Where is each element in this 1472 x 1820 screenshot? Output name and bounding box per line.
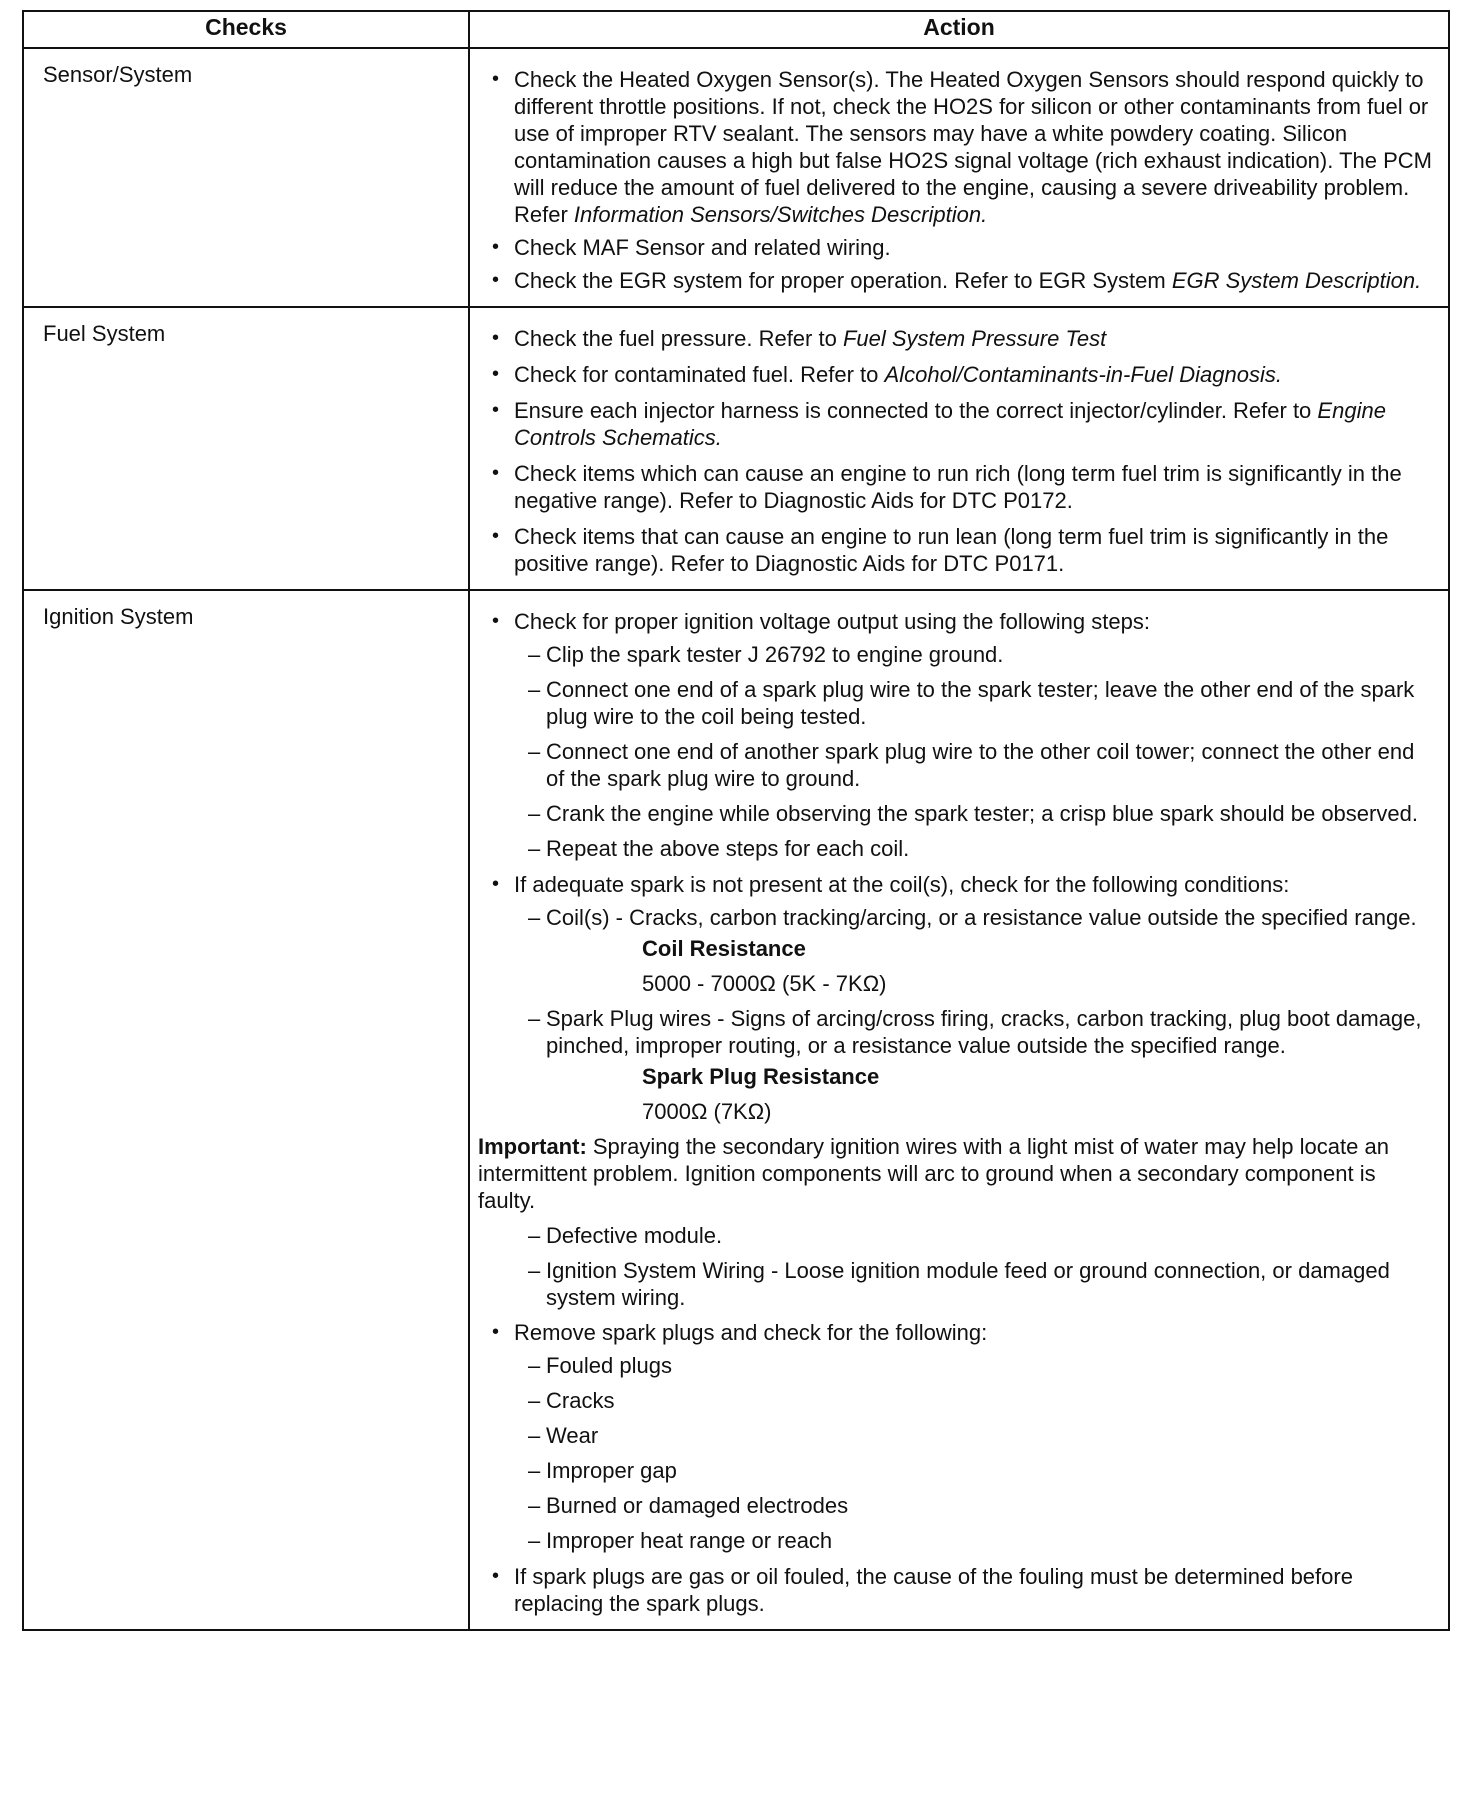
fuel-bullet-injector (478, 397, 1436, 451)
fuel-contaminated-ref: Alcohol/Contaminants-in-Fuel Diagnosis. (884, 362, 1282, 387)
header-action: Action (469, 11, 1449, 48)
fuel-bullet-pressure (478, 325, 1436, 352)
fuel-bullet-lean (478, 523, 1436, 577)
action-cell-fuel-system (469, 307, 1449, 590)
sensor-maf-text: Check MAF Sensor and related wiring. (514, 235, 891, 260)
plug-resistance-title: Spark Plug Resistance (642, 1064, 880, 1089)
header-checks: Checks (23, 11, 469, 48)
fuel-rich-text: Check items which can cause an engine to run rich (long term fuel trim is significantly in the negative range). Refer to Diagnostic Aids for DTC P0172. (514, 461, 1402, 513)
list-item: – Connect one end of another spark plug wire to the other coil tower; connect the other end of the spark plug wire to ground. (514, 738, 1436, 792)
list-item: – Fouled plugs (514, 1352, 1436, 1379)
list-item: – Crank the engine while observing the spark tester; a crisp blue spark should be observed. (514, 800, 1436, 827)
checks-action-table (22, 10, 1450, 1631)
ignition-voltage-text: Check for proper ignition voltage output using the following steps: (514, 609, 1150, 634)
coil-resistance-value: 5000 - 7000Ω (5K - 7KΩ) (642, 971, 887, 996)
plug-wires-condition-text: Spark Plug wires - Signs of arcing/cross firing, cracks, carbon tracking, plug boot damage, pinched, improper routing, or a resistance value outside the specified range. (546, 1006, 1422, 1058)
list-item: – Ignition System Wiring - Loose ignition module feed or ground connection, or damaged system wiring. (514, 1257, 1436, 1311)
table-header-row (23, 11, 1449, 48)
ignition-voltage-steps (514, 641, 1436, 862)
plug-resistance-spec (546, 1063, 1436, 1125)
table-row-fuel-system (23, 307, 1449, 590)
ignition-bullet-remove-plugs (478, 1319, 1436, 1554)
sensor-ho2s-ref: Information Sensors/Switches Description. (573, 202, 988, 227)
list-item: – Repeat the above steps for each coil. (514, 835, 1436, 862)
coil-resistance-title: Coil Resistance (642, 936, 806, 961)
sensor-ho2s-text: Check the Heated Oxygen Sensor(s). The Heated Oxygen Sensors should respond quickly to different throttle positions. If not, check the HO2S for silicon or other contaminants from fuel or use of improper RTV sealant. The sensors may have a white powdery coating. Silicon contamination causes a high but false HO2S signal voltage (rich exhaust indication). The PCM will reduce the amount of fuel delivered to the engine, causing a severe driveability problem. Refer (514, 67, 1432, 227)
sensor-bullet-ho2s (478, 66, 1436, 228)
list-item: – Defective module. (514, 1222, 1436, 1249)
list-item (514, 904, 1436, 997)
action-cell-ignition-system (469, 590, 1449, 1630)
fuel-action-list (478, 325, 1436, 577)
ignition-bullet-voltage (478, 608, 1436, 862)
fouled-plugs-text: If spark plugs are gas or oil fouled, the cause of the fouling must be determined before replacing the spark plugs. (514, 1564, 1353, 1616)
check-label-fuel-system: Fuel System (23, 307, 469, 590)
ignition-action-list (478, 608, 1436, 1125)
table-row-sensor-system (23, 48, 1449, 307)
list-item: – Improper gap (514, 1457, 1436, 1484)
sensor-bullet-egr (478, 267, 1436, 294)
ignition-spark-conditions-text: If adequate spark is not present at the coil(s), check for the following conditions: (514, 872, 1290, 897)
important-text: Spraying the secondary ignition wires with a light mist of water may help locate an intermittent problem. Ignition components will arc to ground when a secondary component is faulty. (478, 1134, 1389, 1213)
list-item (514, 1005, 1436, 1125)
list-item: – Connect one end of a spark plug wire to the spark tester; leave the other end of the spark plug wire to the coil being tested. (514, 676, 1436, 730)
remove-plugs-text: Remove spark plugs and check for the following: (514, 1320, 988, 1345)
list-item: – Burned or damaged electrodes (514, 1492, 1436, 1519)
fuel-pressure-ref: Fuel System Pressure Test (842, 326, 1107, 351)
action-cell-sensor-system (469, 48, 1449, 307)
plug-resistance-value: 7000Ω (7KΩ) (642, 1099, 772, 1124)
after-note-list (514, 1222, 1436, 1311)
fuel-injector-text: Ensure each injector harness is connected to the correct injector/cylinder. Refer to (514, 398, 1318, 423)
sensor-egr-text: Check the EGR system for proper operation. Refer to EGR System (514, 268, 1172, 293)
list-item: – Clip the spark tester J 26792 to engine ground. (514, 641, 1436, 668)
fuel-bullet-contaminated (478, 361, 1436, 388)
fuel-lean-text: Check items that can cause an engine to run lean (long term fuel trim is significantly in the positive range). Refer to Diagnostic Aids for DTC P0171. (514, 524, 1389, 576)
table-row-ignition-system (23, 590, 1449, 1630)
important-label: Important: (478, 1134, 587, 1159)
fuel-bullet-rich (478, 460, 1436, 514)
coil-condition-text: Coil(s) - Cracks, carbon tracking/arcing, or a resistance value outside the specified range. (546, 905, 1417, 930)
plug-check-list (514, 1352, 1436, 1554)
ignition-bullet-fouled-plugs (478, 1563, 1436, 1617)
ignition-bullet-spark-conditions (478, 871, 1436, 1125)
list-item: – Cracks (514, 1387, 1436, 1414)
check-label-sensor-system: Sensor/System (23, 48, 469, 307)
sensor-bullet-maf (478, 234, 1436, 261)
fuel-contaminated-text: Check for contaminated fuel. Refer to (514, 362, 885, 387)
list-item: – Wear (514, 1422, 1436, 1449)
important-note (478, 1133, 1436, 1214)
sensor-egr-ref: EGR System Description. (1171, 268, 1422, 293)
after-note-block (478, 1222, 1436, 1311)
ignition-conditions-list (514, 904, 1436, 1125)
check-label-ignition-system: Ignition System (23, 590, 469, 1630)
list-item: – Improper heat range or reach (514, 1527, 1436, 1554)
fuel-pressure-text: Check the fuel pressure. Refer to (514, 326, 843, 351)
ignition-action-list-continued (478, 1319, 1436, 1617)
fuel-injector-ref: Engine Controls Schematics. (514, 398, 1386, 450)
coil-resistance-spec (546, 935, 1436, 997)
sensor-action-list (478, 66, 1436, 294)
